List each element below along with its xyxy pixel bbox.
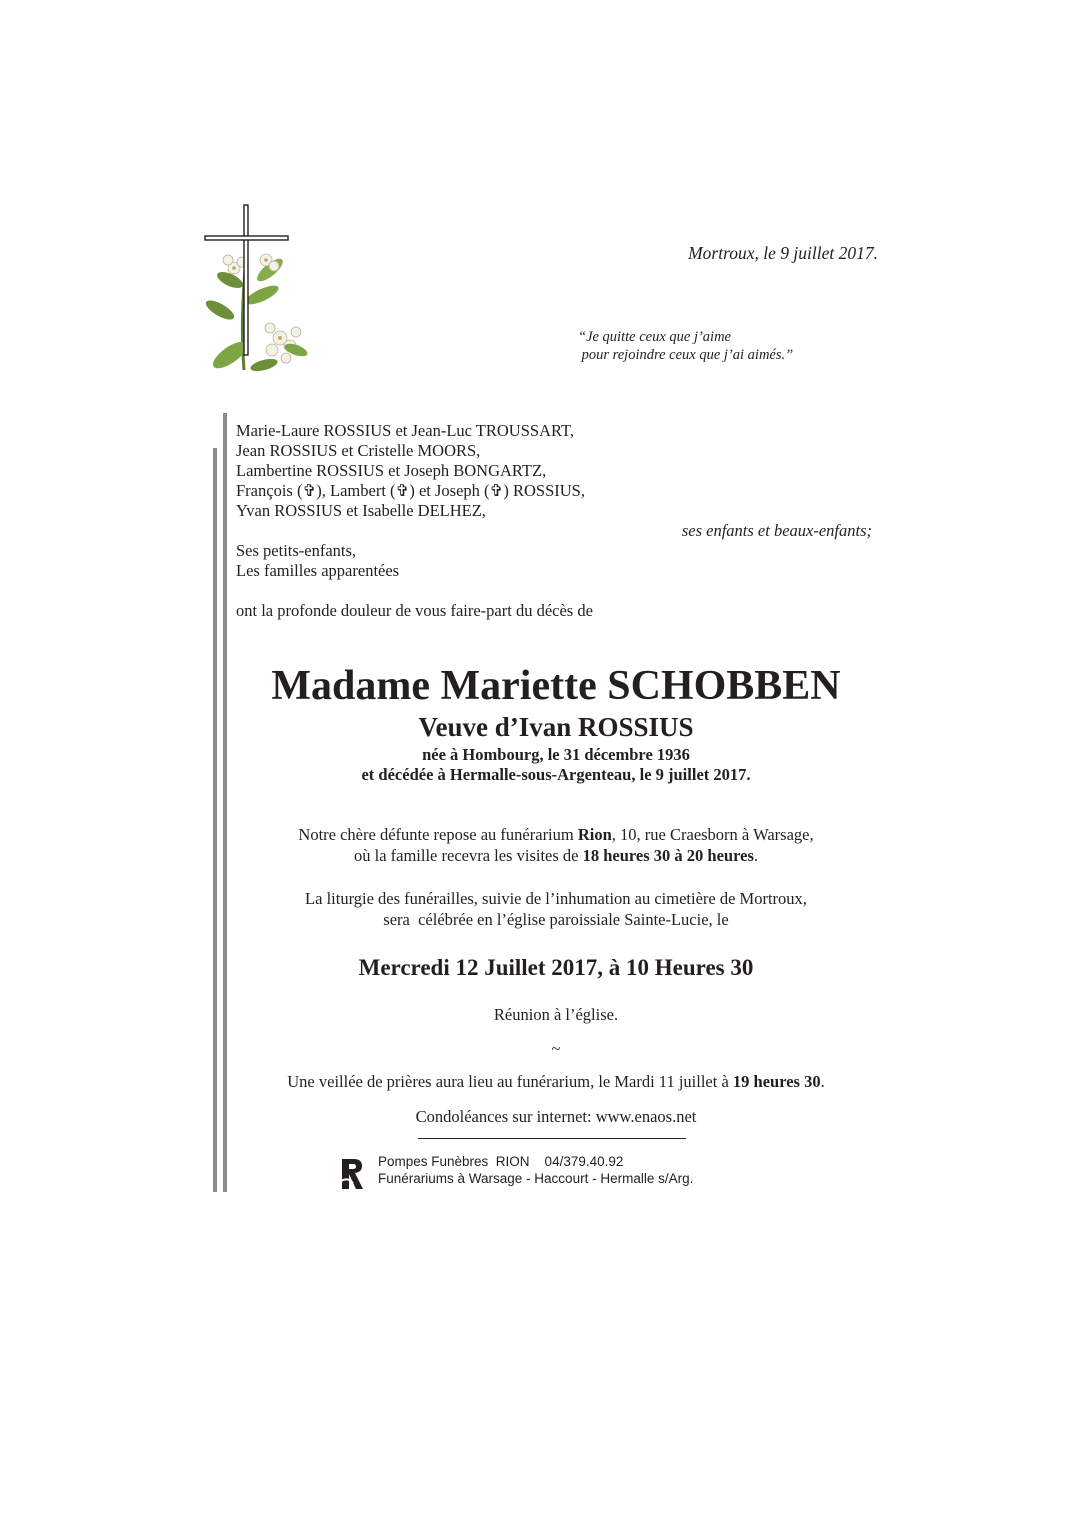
deceased-name: Madame Mariette SCHOBBEN [271,663,841,709]
ceremony-datetime: Mercredi 12 Juillet 2017, à 10 Heures 30 [358,955,754,980]
funeral-home-logo-icon [340,1157,366,1191]
visit-hours: 18 heures 30 à 20 heures [582,846,754,865]
separator: ~ [551,1039,561,1058]
liturgy-line: sera célébrée en l’église paroissiale Sainte-Lucie, le [383,910,729,929]
family-list [236,421,585,521]
decorative-bar [223,413,227,1192]
date-line: Mortroux, le 9 juillet 2017. [688,243,878,263]
rest-suffix: , 10, rue Craesborn à Warsage, [611,825,814,844]
quote [578,328,793,364]
family-line: Jean ROSSIUS et Cristelle MOORS, [236,441,481,460]
death-line: et décédée à Hermalle-sous-Argenteau, le 9 juillet 2017. [361,765,751,784]
funeral-home-contact: Pompes Funèbres RION 04/379.40.92 [378,1154,624,1169]
funeral-home-info [378,1153,693,1187]
visit-line [236,845,876,866]
visit-prefix: où la famille recevra les visites de [353,846,583,865]
cross-with-flowers-icon [200,200,315,390]
widow-of: Veuve d’Ivan ROSSIUS [418,712,694,742]
family-line: François (✞), Lambert (✞) et Joseph (✞) ROSSIUS, [236,481,585,500]
birth-line: née à Hombourg, le 31 décembre 1936 [422,745,690,764]
quote-line: pour rejoindre ceux que j’ai aimés.” [578,347,794,363]
liturgy-line: La liturgie des funérailles, suivie de l’inhumation au cimetière de Mortroux, [305,889,807,908]
condolences-line: Condoléances sur internet: www.enaos.net [415,1107,697,1126]
grandchildren-line: Ses petits-enfants, [236,541,357,560]
divider [418,1138,686,1139]
family-line: Yvan ROSSIUS et Isabelle DELHEZ, [236,501,486,520]
family-role: ses enfants et beaux-enfants; [681,521,872,540]
vigil-time: 19 heures 30 [732,1072,821,1091]
relatives-line: Les familles apparentées [236,561,400,580]
visit-suffix: . [753,846,759,865]
family-line: Marie-Laure ROSSIUS et Jean-Luc TROUSSART, [236,421,574,440]
funeral-home-locations: Funérariums à Warsage - Haccourt - Hermalle s/Arg. [378,1171,694,1186]
rest-prefix: Notre chère défunte repose au funérarium [298,825,578,844]
announcement-intro: ont la profonde douleur de vous faire-part du décès de [236,601,593,620]
reunion-note: Réunion à l’église. [493,1005,619,1024]
vigil-line [236,1071,876,1092]
funerarium-name: Rion [577,825,612,844]
rest-line [236,824,876,845]
vigil-suffix: . [820,1072,825,1091]
quote-line: “Je quitte ceux que j’aime [578,329,731,345]
family-line: Lambertine ROSSIUS et Joseph BONGARTZ, [236,461,547,480]
extended-family [236,541,399,581]
decorative-bar [213,448,217,1192]
vigil-prefix: Une veillée de prières aura lieu au funérarium, le Mardi 11 juillet à [287,1072,733,1091]
